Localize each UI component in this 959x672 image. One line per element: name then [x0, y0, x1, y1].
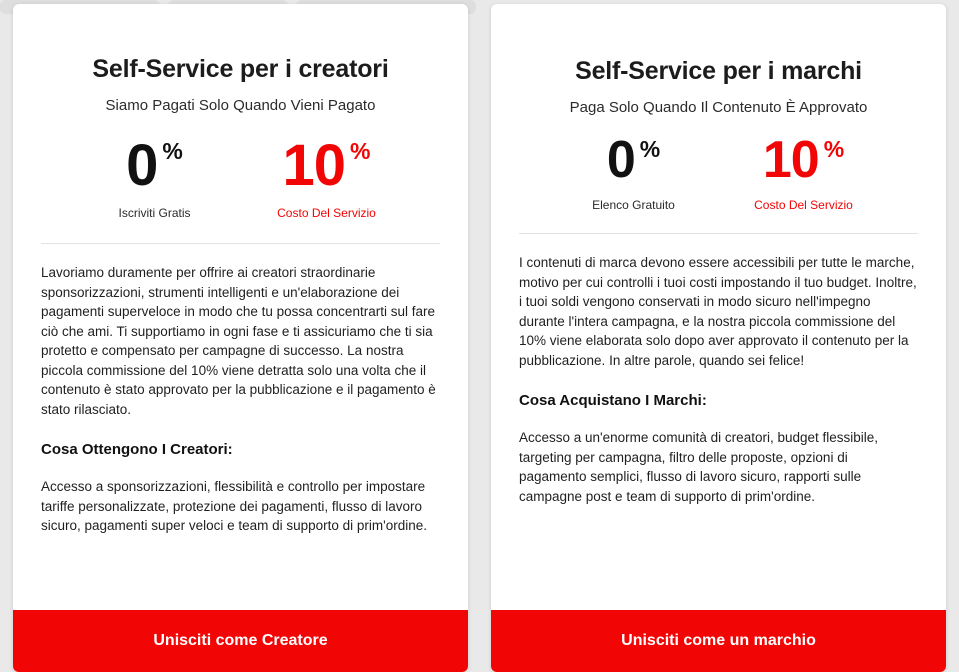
pricing-cards-container	[13, 4, 946, 672]
section-heading: Cosa Acquistano I Marchi:	[519, 392, 707, 410]
card-brands	[491, 4, 946, 672]
stat-unit: %	[350, 138, 371, 164]
stat-service-fee	[754, 131, 854, 213]
stat-number: 0	[606, 131, 635, 189]
stat-value	[606, 131, 661, 189]
divider	[519, 233, 918, 234]
stat-value	[282, 133, 371, 198]
stat-number: 10	[762, 131, 819, 189]
stats-row	[519, 131, 918, 213]
stat-unit: %	[639, 136, 661, 162]
card-subtitle: Paga Solo Quando Il Contenuto È Approvato	[569, 99, 868, 116]
stat-label: Elenco Gratuito	[592, 198, 675, 213]
stat-unit: %	[162, 138, 183, 164]
section-heading: Cosa Ottengono I Creatori:	[41, 441, 233, 459]
page-title: Self-Service per i creatori	[92, 55, 389, 83]
stat-label: Iscriviti Gratis	[118, 206, 191, 221]
stat-service-fee	[277, 133, 377, 221]
stat-free-signup	[105, 133, 205, 221]
stats-row	[41, 133, 440, 221]
section-body: Accesso a sponsorizzazioni, flessibilità e controllo per impostare tariffe personalizzate, protezione dei pagamenti, flusso di lavoro sicuro, pagamenti super veloci e team di supporto di prim'ordine.	[41, 479, 428, 534]
card-creators-body	[13, 4, 468, 610]
stat-number: 10	[282, 133, 346, 198]
card-creators	[13, 4, 468, 672]
card-brands-body	[491, 4, 946, 610]
stat-label: Costo Del Servizio	[277, 206, 376, 221]
card-subtitle: Siamo Pagati Solo Quando Vieni Pagato	[105, 97, 376, 114]
stat-number: 0	[126, 133, 158, 198]
page-title: Self-Service per i marchi	[575, 57, 862, 85]
divider	[41, 243, 440, 244]
join-as-brand-button[interactable]: Unisciti come un marchio	[491, 610, 946, 672]
stat-value	[126, 133, 183, 198]
section-body: Accesso a un'enorme comunità di creatori, budget flessibile, targeting per campagna, filtro delle proposte, opzioni di pagamento semplici, flusso di lavoro sicuro, rapporti sulle campagne post e team di supporto di prim'ordine.	[519, 430, 879, 504]
join-as-creator-button[interactable]: Unisciti come Creatore	[13, 610, 468, 672]
stat-label: Costo Del Servizio	[754, 198, 853, 213]
stat-value	[762, 131, 845, 189]
stat-free-listing	[584, 131, 684, 213]
stat-unit: %	[823, 136, 845, 162]
card-paragraph: I contenuti di marca devono essere accessibili per tutte le marche, motivo per cui controlli i tuoi costi impostando il tuo budget. Inoltre, i tuoi soldi vengono conservati in modo sicuro nell'impegno durante l'intera campagna, e la nostra piccola commissione del 10% viene elaborata solo dopo aver approvato il contenuto per la pubblicazione. In altre parole, quando sei felice!	[519, 255, 917, 368]
card-paragraph: Lavoriamo duramente per offrire ai creatori straordinarie sponsorizzazioni, strumenti intelligenti e un'elaborazione dei pagamenti superveloce in modo che tu possa concentrarti sul fare ciò che ami. Ti supportiamo in ogni fase e ti assicuriamo che ti sia protetto e compensato per campagne di successo. La nostra piccola commissione del 10% viene detratta solo una volta che il contenuto è stato approvato per la pubblicazione e il pagamento è stato rilasciato.	[41, 265, 436, 417]
